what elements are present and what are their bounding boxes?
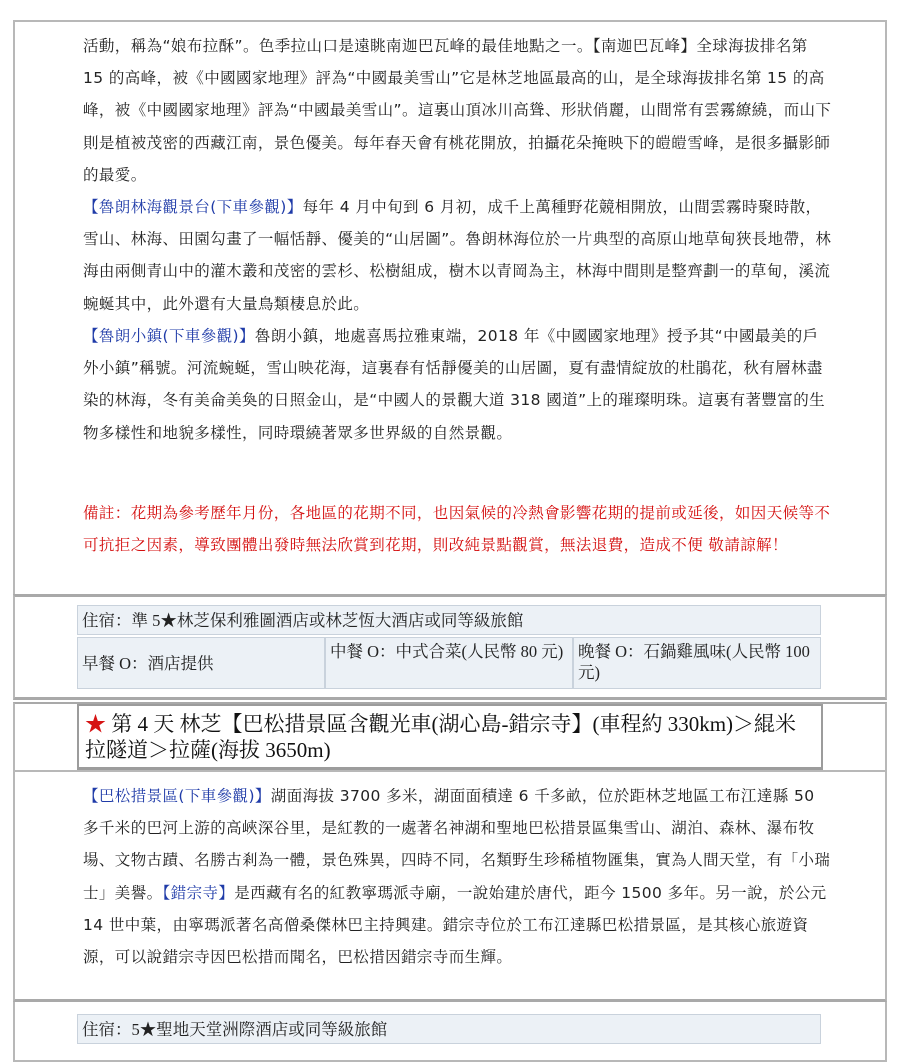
- nanga-barwa-paragraph: 活動，稱為“娘布拉酥”。色季拉山口是遠眺南迦巴瓦峰的最佳地點之一。【南迦巴瓦峰】全球海拔排名第 15 的高峰，被《中國國家地理》評為“中國最美雪山”它是林芝地區最高的山，是全球海拔排名第 15 的高峰，被《中國國家地理》評為“中國最美雪山”。這裏山頂冰川高聳、形狀俏麗，山間常有雲霧繚繞，而山下則是植被茂密的西藏江南，景色優美。每年春天會有桃花開放，拍攝花朵掩映下的皚皚雪峰，是很多攝影師的最愛。: [83, 37, 832, 184]
- itinerary-section-day3-attractions: [13, 20, 887, 594]
- cuozong-temple-text: 是西藏有名的紅教寧瑪派寺廟，一說始建於唐代，距今 1500 多年。另一說，於公元 14 世中葉，由寧瑪派著名高僧桑傑林巴主持興建。錯宗寺位於工布江達縣巴松措景區，是其核心旅遊資源，可以說錯宗寺因巴松措而聞名，巴松措因錯宗寺而生輝。: [83, 883, 827, 967]
- dinner-cell: 晚餐 O：石鍋雞風味(人民幣 100 元): [573, 637, 821, 689]
- accommodation-meals-day3: [13, 594, 887, 700]
- lunch-cell: 中餐 O：中式合菜(人民幣 80 元): [325, 637, 573, 689]
- breakfast-cell: 早餐 O：酒店提供: [77, 637, 325, 689]
- lulang-forest-paragraph: [83, 191, 833, 320]
- lulang-town-text: 魯朗小鎮，地處喜馬拉雅東端，2018 年《中國國家地理》授予其“中國最美的戶外小鎮”稱號。河流蜿蜒，雪山映花海，這裏春有恬靜優美的山居圖，夏有盡情綻放的杜鵑花，秋有層林盡染的林海，冬有美侖美奐的日照金山，是“中國人的景觀大道 318 國道”上的璀璨明珠。這裏有著豐富的生物多樣性和地貌多樣性，同時環繞著眾多世界級的自然景觀。: [83, 327, 826, 442]
- itinerary-section-day4-attractions: [13, 770, 887, 1002]
- flower-season-note: 備註：花期為參考歷年月份，各地區的花期不同，也因氣候的冷熱會影響花期的提前或延後，如因天候等不可抗拒之因素，導致團體出發時無法欣賞到花期，則改純景點觀賞，無法退費，造成不便 敬請諒解！: [83, 504, 831, 555]
- day4-title: [77, 704, 823, 770]
- day4-title-text: 第 4 天 林芝【巴松措景區含觀光車(湖心島-錯宗寺】(車程約 330km)＞緄米拉隧道＞拉薩(海拔 3650m): [85, 712, 797, 762]
- hotel-info-day4: 住宿：5★聖地天堂洲際酒店或同等級旅館: [77, 1014, 821, 1044]
- cuozong-temple-title: 【錯宗寺】: [162, 883, 235, 902]
- hotel-info: 住宿：準 5★林芝保利雅圖酒店或林芝恆大酒店或同等級旅館: [77, 605, 821, 635]
- accommodation-day4: [13, 1002, 887, 1062]
- meals-row: [77, 637, 821, 689]
- basongcuo-title: 【巴松措景區(下車參觀)】: [83, 787, 271, 805]
- lulang-town-title: 【魯朗小鎮(下車參觀)】: [83, 327, 255, 345]
- basongcuo-text: 湖面海拔 3700 多米，湖面面積達 6 千多畝，位於距林芝地區工布江達縣 50 多千米的巴河上游的高峽深谷里，是紅教的一處著名神湖和聖地巴松措景區集雪山、湖泊、森林、瀑布牧場、文物古蹟、名勝古剎為一體，景色殊異，四時不同，名類野生珍稀植物匯集，實為人間天堂，有「小瑞士」美譽。: [83, 787, 831, 902]
- lulang-town-paragraph: [83, 320, 833, 449]
- lulang-forest-text: 每年 4 月中旬到 6 月初，成千上萬種野花競相開放，山間雲霧時聚時散，雪山、林海、田園勾畫了一幅恬靜、優美的“山居圖”。魯朗林海位於一片典型的高原山地草甸狹長地帶，林海由兩側青山中的灌木叢和茂密的雲杉、松樹組成，樹木以青岡為主，林海中間則是整齊劃一的草甸，溪流蜿蜒其中，此外還有大量鳥類棲息於此。: [83, 198, 832, 313]
- basongcuo-paragraph: [83, 780, 833, 973]
- day4-header-section: [13, 702, 887, 770]
- star-icon: ★: [85, 712, 106, 736]
- lulang-forest-title: 【魯朗林海觀景台(下車參觀)】: [83, 198, 303, 216]
